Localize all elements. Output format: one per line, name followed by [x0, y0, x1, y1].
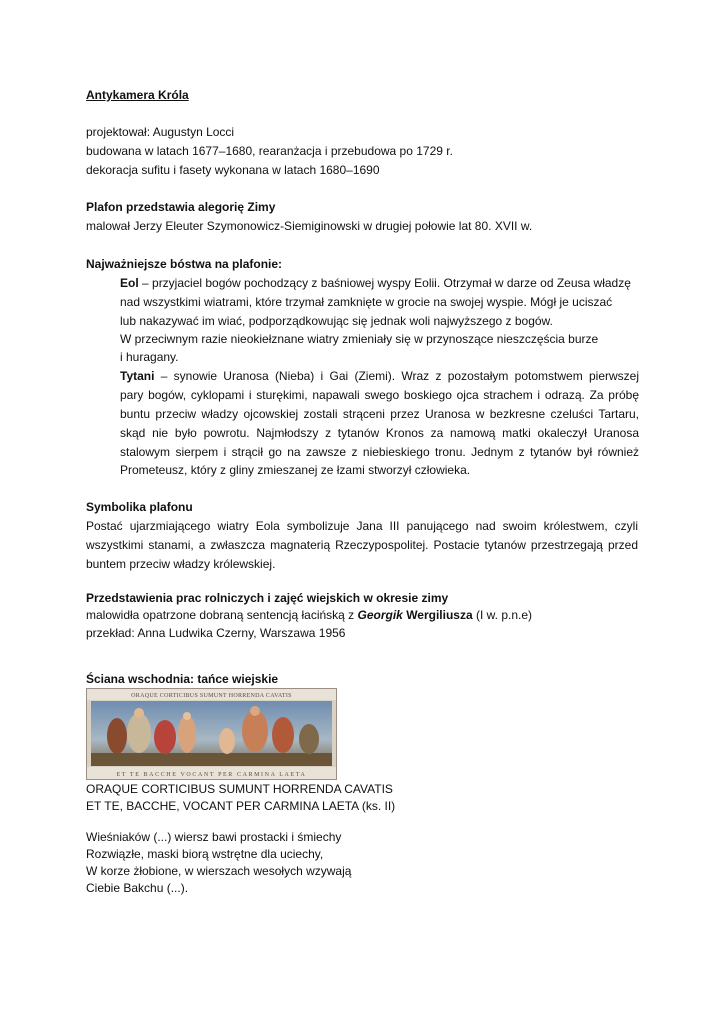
eol-text-1: – przyjaciel bogów pochodzący z baśniowej wyspy Eolii. Otrzymał w darze od Zeusa władzę [138, 276, 631, 290]
translation-line-4: Ciebie Bakchu (...). [86, 881, 189, 895]
page-title: Antykamera Króla [86, 88, 189, 102]
eol-line-3: lub nakazywać im wiać, podporządkowując się jednak woli najwyższego z bogów. [120, 314, 553, 328]
translation-line-1: Wieśniaków (...) wiersz bawi prostacki i śmiechy [86, 830, 342, 844]
symbolika-line-2: wszystkimi stanami, a zwłaszcza magnaterią Rzeczypospolitej. Postacie tytanów przestrzegają przed [86, 538, 638, 552]
prace-heading: Przedstawienia prac rolniczych i zajęć wiejskich w okresie zimy [86, 591, 449, 605]
symbolika-line-3: buntem przeciw władzy królewskiej. [86, 557, 276, 571]
figure-2 [127, 713, 151, 753]
eol-line-4: W przeciwnym razie nieokiełznane wiatry zmieniały się w przynoszące nieszczęścia burze [120, 332, 599, 346]
painting-top-inscription: ORAQUE CORTICIBUS SUMUNT HORRENDA CAVATIS [131, 693, 292, 699]
eol-line-1 [120, 276, 631, 291]
figure-4 [178, 715, 196, 753]
figure-5 [219, 728, 235, 754]
figure-head-2 [250, 706, 260, 716]
tytani-line-6: Prometeusz, który z gliny zmieszanej ze łzami stworzył człowieka. [120, 463, 471, 477]
figure-head-1 [134, 708, 144, 718]
symbolika-line-1: Postać ujarzmiającego wiatry Eola symbolizuje Jana III panującego nad swoim królestwem, czyli [86, 519, 638, 533]
painting-ground [91, 753, 332, 766]
eol-line-5: i huragany. [120, 350, 179, 364]
painting-svg [87, 689, 336, 779]
tytani-line-5: stalowym sierpem i strącił go na zawsze z niebieskiego tronu. Jednym z tytanów był również [120, 445, 639, 459]
intro-line-1: projektował: Augustyn Locci [86, 125, 235, 139]
translation-line-3: W korze żłobione, w wierszach wesołych wzywają [86, 864, 352, 878]
latin-line-2: ET TE, BACCHE, VOCANT PER CARMINA LAETA (ks. II) [86, 799, 396, 813]
georgik-title: Georgik [357, 608, 403, 622]
figure-8 [299, 724, 319, 754]
tytani-line-1 [120, 369, 639, 384]
prace-line-1-a: malowidła opatrzone dobraną sentencją łacińską z [86, 608, 358, 622]
eol-line-2: nad wszystkimi wiatrami, które trzymał zamknięte w grocie na swojej wyspie. Mógł je uciszać [120, 295, 613, 309]
figure-3 [154, 720, 176, 754]
plafon-text: malował Jerzy Eleuter Szymonowicz-Siemiginowski w drugiej połowie lat 80. XVII w. [86, 219, 533, 233]
tytani-line-2: pary bogów, cyklopami i sturękimi, napawali swego boskiego ojca strachem i odrazą. Za próbę [120, 388, 639, 402]
painting-image [86, 688, 337, 780]
symbolika-heading: Symbolika plafonu [86, 500, 193, 514]
tytani-line-4: skąd nie było powrotu. Najmłodszy z tytanów Kronos za namową matki okaleczył Uranosa [120, 426, 639, 440]
wergiliusz-name: Wergiliusza [402, 608, 473, 622]
painting-bottom-inscription: ET TE BACCHE VOCANT PER CARMINA LAETA [116, 772, 307, 778]
latin-line-1: ORAQUE CORTICIBUS SUMUNT HORRENDA CAVATIS [86, 782, 393, 796]
plafon-heading: Plafon przedstawia alegorię Zimy [86, 200, 276, 214]
tytani-line-3: buntu przeciw władzy ojcowskiej zostali strąceni przez Uranosa w bezkresne czeluści Tartaru, [120, 407, 639, 421]
deities-heading: Najważniejsze bóstwa na plafonie: [86, 257, 283, 271]
prace-line-2: przekład: Anna Ludwika Czerny, Warszawa 1956 [86, 626, 346, 640]
intro-line-2: budowana w latach 1677–1680, rearanżacja i przebudowa po 1729 r. [86, 144, 453, 158]
tytani-name: Tytani [120, 369, 155, 383]
figure-1 [107, 718, 127, 754]
figure-head-3 [183, 712, 191, 720]
translation-line-2: Rozwiązłe, maski biorą wstrętne dla uciechy, [86, 847, 324, 861]
intro-line-3: dekoracja sufitu i fasety wykonana w latach 1680–1690 [86, 163, 380, 177]
prace-line-1-c: (I w. p.n.e) [472, 608, 533, 622]
figure-6 [242, 710, 268, 752]
eol-name: Eol [120, 276, 139, 290]
sciana-heading: Ściana wschodnia: tańce wiejskie [86, 672, 279, 686]
figure-7 [272, 717, 294, 753]
tytani-text-1: – synowie Uranosa (Nieba) i Gai (Ziemi). Wraz z pozostałym potomstwem pierwszej [154, 369, 639, 383]
prace-line-1 [86, 608, 532, 623]
